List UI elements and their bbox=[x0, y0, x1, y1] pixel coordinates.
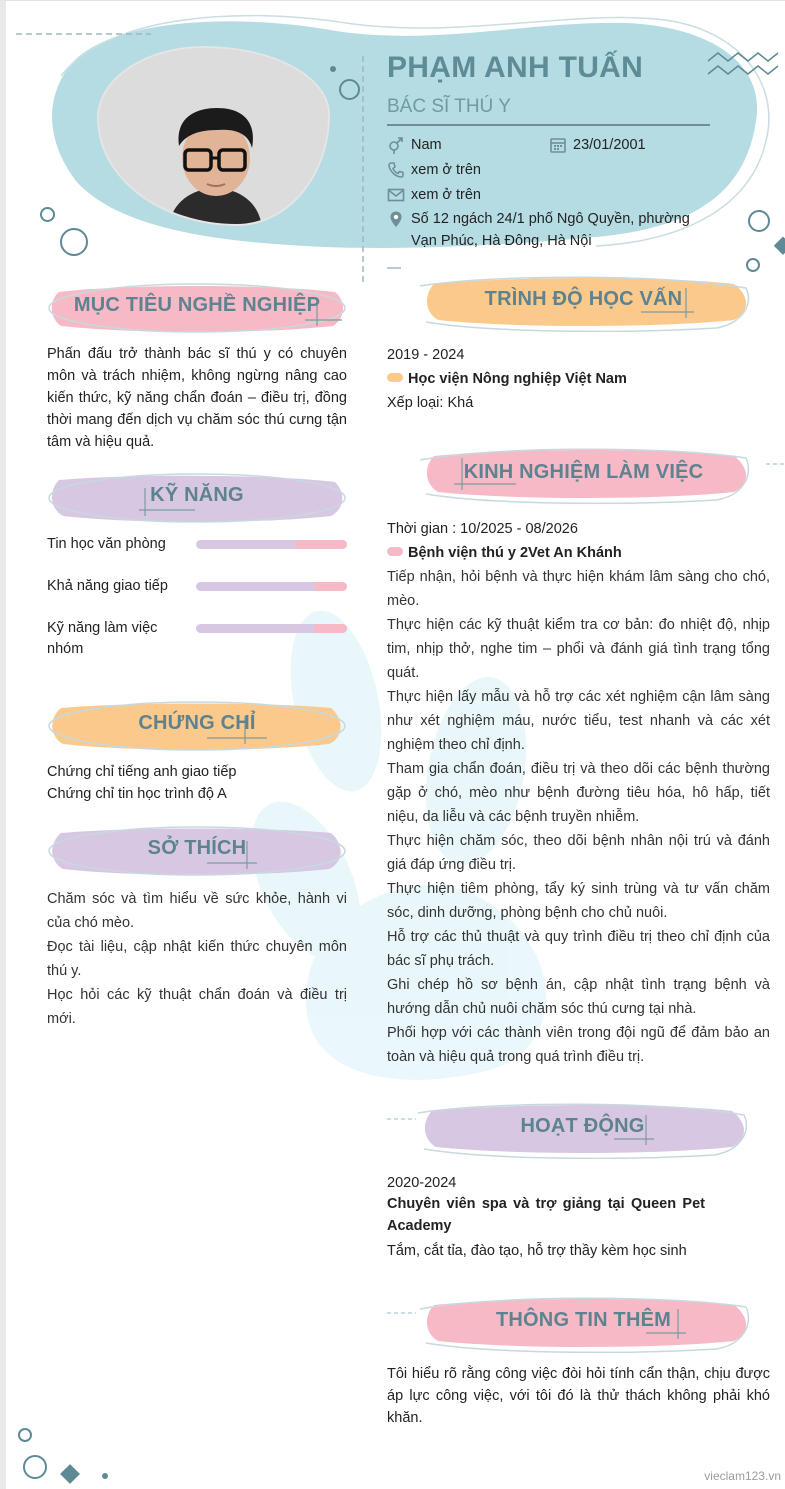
experience-duty: Hỗ trợ các thủ thuật và quy trình điều trị theo chỉ định của bác sĩ phụ trách. bbox=[387, 929, 770, 969]
birthday-field bbox=[573, 134, 646, 156]
bullet-tag bbox=[387, 373, 403, 382]
experience-company-row bbox=[387, 541, 622, 565]
experience-duty: Thực hiện lấy mẫu và hỗ trợ các xét nghiệm cận lâm sàng như xét nghiệm máu, nước tiểu, test nhanh và các xét nghiệm theo chỉ định. bbox=[387, 689, 770, 753]
skill-bar-fill bbox=[315, 582, 347, 591]
title-divider bbox=[387, 124, 710, 126]
section-title: TRÌNH ĐỘ HỌC VẤN bbox=[484, 288, 683, 310]
experience-duty: Phối hợp với các thành viên trong đội ngũ để đảm bảo an toàn và hiệu quả trong quá trình điều trị. bbox=[387, 1025, 770, 1065]
decor-circle bbox=[60, 228, 88, 256]
section-heading-objective bbox=[47, 280, 347, 336]
decor-circle bbox=[746, 258, 760, 272]
experience-period: Thời gian : 10/2025 - 08/2026 bbox=[387, 521, 578, 537]
skill-label: Kỹ năng làm việc nhóm bbox=[47, 620, 158, 657]
gender-field bbox=[411, 134, 442, 156]
gender-value: Nam bbox=[411, 137, 442, 153]
section-heading-activities bbox=[414, 1099, 751, 1155]
section-heading-education bbox=[416, 272, 751, 328]
decor-circle bbox=[748, 210, 770, 232]
email-value: xem ở trên bbox=[411, 187, 481, 203]
skill-bar bbox=[196, 582, 347, 591]
bullet-tag bbox=[387, 547, 403, 556]
section-heading-more-info bbox=[416, 1293, 751, 1349]
birthday-value: 23/01/2001 bbox=[573, 137, 646, 153]
experience-duty: Thực hiện các kỹ thuật kiểm tra cơ bản: đo nhiệt độ, nhịp tim, nhịp thở, nghe tim – phổi và đánh giá tình trạng tổng quát. bbox=[387, 617, 770, 681]
experience-company: Bệnh viện thú y 2Vet An Khánh bbox=[408, 545, 622, 561]
certificate-item: Chứng chỉ tiếng anh giao tiếp bbox=[47, 764, 237, 780]
hobby-item: Đọc tài liệu, cập nhật kiến thức chuyên môn thú y. bbox=[47, 939, 347, 979]
skill-bar bbox=[196, 540, 347, 549]
section-heading-hobbies bbox=[47, 823, 347, 879]
candidate-name: PHẠM ANH TUẤN bbox=[387, 51, 644, 84]
education-school: Học viện Nông nghiệp Việt Nam bbox=[408, 371, 627, 387]
email-icon bbox=[387, 186, 405, 204]
skill-bar bbox=[196, 624, 347, 633]
section-title: MỤC TIÊU NGHỀ NGHIỆP bbox=[73, 294, 321, 316]
experience-duty: Thực hiện chăm sóc, theo dõi bệnh nhân nội trú và đánh giá đáp ứng điều trị. bbox=[387, 833, 770, 873]
skill-label: Tin học văn phòng bbox=[47, 536, 166, 552]
calendar-icon bbox=[549, 136, 567, 154]
activity-role: Chuyên viên spa và trợ giảng tại Queen Pet Academy bbox=[387, 1196, 705, 1234]
experience-duty: Thực hiện tiêm phòng, tẩy ký sinh trùng và tư vấn chăm sóc, dinh dưỡng, phòng bệnh cho chủ nuôi. bbox=[387, 881, 770, 921]
section-title: SỞ THÍCH bbox=[147, 837, 247, 859]
education-school-row bbox=[387, 367, 627, 391]
experience-duty: Ghi chép hồ sơ bệnh án, cập nhật tình trạng bệnh và hướng dẫn chủ nuôi chăm sóc thú cưng tại nhà. bbox=[387, 977, 770, 1017]
section-title: THÔNG TIN THÊM bbox=[495, 1309, 671, 1331]
section-heading-experience bbox=[416, 444, 751, 500]
phone-field bbox=[411, 159, 481, 181]
skill-label: Khả năng giao tiếp bbox=[47, 578, 168, 594]
education-grade: Xếp loại: Khá bbox=[387, 395, 474, 411]
section-title: KINH NGHIỆM LÀM VIỆC bbox=[463, 461, 704, 483]
section-title: KỸ NĂNG bbox=[150, 484, 244, 506]
certificate-item: Chứng chỉ tin học trình độ A bbox=[47, 786, 227, 802]
experience-duty: Tham gia chẩn đoán, điều trị và theo dõi các bệnh thường gặp ở chó, mèo như bệnh đường tiêu hóa, hô hấp, tiết niệu, da liễu và các bệnh truyền nhiễm. bbox=[387, 761, 770, 825]
address-value: Số 12 ngách 24/1 phố Ngô Quyền, phường Vạn Phúc, Hà Đông, Hà Nội bbox=[411, 211, 690, 249]
address-field bbox=[411, 208, 701, 252]
decor-circle bbox=[23, 1455, 47, 1479]
section-title: CHỨNG CHỈ bbox=[138, 712, 256, 734]
hobby-item: Chăm sóc và tìm hiểu về sức khỏe, hành vi của chó mèo. bbox=[47, 891, 347, 931]
gender-icon bbox=[387, 136, 405, 154]
activity-desc: Tắm, cắt tỉa, đào tạo, hỗ trợ thầy kèm học sinh bbox=[387, 1243, 687, 1259]
watermark: vieclam123.vn bbox=[704, 1469, 781, 1483]
phone-value: xem ở trên bbox=[411, 162, 481, 178]
more-info-text: Tôi hiểu rõ rằng công việc đòi hỏi tính cẩn thận, chịu được áp lực công việc, với tôi đó là thử thách không phải khó khăn. bbox=[387, 1366, 770, 1426]
education-period: 2019 - 2024 bbox=[387, 347, 465, 363]
hobby-item: Học hỏi các kỹ thuật chẩn đoán và điều trị mới. bbox=[47, 987, 347, 1027]
decor-circle bbox=[40, 207, 55, 222]
phone-icon bbox=[387, 161, 405, 179]
decor-circle bbox=[18, 1428, 32, 1442]
objective-text: Phấn đấu trở thành bác sĩ thú y có chuyên môn và trách nhiệm, không ngừng nâng cao kiến thức, kỹ năng chẩn đoán – điều trị, đồng thời mang đến dịch vụ chăm sóc thú cưng tận tâm và hiệu quả. bbox=[47, 346, 347, 450]
section-title: HOẠT ĐỘNG bbox=[520, 1115, 645, 1137]
section-heading-certificates bbox=[47, 698, 347, 754]
decor-circle bbox=[339, 79, 360, 100]
skill-bar-fill bbox=[315, 624, 347, 633]
email-field bbox=[411, 184, 481, 206]
location-icon bbox=[387, 210, 405, 228]
section-heading-skills bbox=[47, 470, 347, 526]
experience-duty: Tiếp nhận, hỏi bệnh và thực hiện khám lâm sàng cho chó, mèo. bbox=[387, 569, 770, 609]
skill-bar-fill bbox=[296, 540, 347, 549]
activity-period: 2020-2024 bbox=[387, 1175, 457, 1191]
job-title: BÁC SĨ THÚ Y bbox=[387, 96, 511, 117]
